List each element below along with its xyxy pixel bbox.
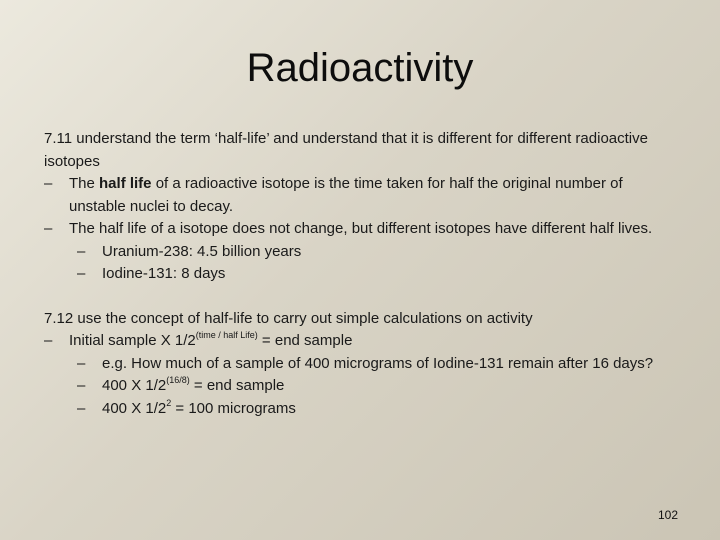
bullet-text-pre: The <box>69 175 100 192</box>
sub-bullet-text: e.g. How much of a sample of 400 micrograms of Iodine-131 remain after 16 days? <box>102 354 654 372</box>
bullet-text-post: of a radioactive isotope is the time taken for half the original number of unstable nuclei to decay. <box>69 175 623 215</box>
slide-title: Radioactivity <box>246 46 474 90</box>
calc-exponent: (16/8) <box>166 375 190 385</box>
bullet-dash: – <box>44 175 53 192</box>
formula-exponent: (time / half Life) <box>195 330 258 340</box>
bullet-half-life-constant <box>44 218 674 241</box>
sub-bullet-dash: – <box>77 354 86 372</box>
sub-bullet-text: Iodine-131: 8 days <box>102 265 226 282</box>
formula-post: = end sample <box>257 332 353 349</box>
calc-exponent: 2 <box>166 397 172 408</box>
calc-post: = end sample <box>189 377 285 394</box>
formula-pre: Initial sample X 1/2 <box>69 332 196 349</box>
sub-bullet-example-question <box>44 353 674 376</box>
section-1-heading: 7.11 understand the term ‘half-life’ and understand that it is different for different radioactive isotopes <box>44 130 648 170</box>
sub-bullet-calc-step-2 <box>44 398 674 421</box>
bullet-text: The half life of a isotope does not change, but different isotopes have different half lives. <box>69 220 653 237</box>
bullet-dash: – <box>44 332 53 349</box>
page-number: 102 <box>657 508 678 522</box>
bullet-dash: – <box>44 220 53 237</box>
sub-bullet-dash: – <box>77 399 86 417</box>
bullet-half-life-definition <box>44 173 674 218</box>
slide-content <box>44 128 674 420</box>
calc-pre: 400 X 1/2 <box>102 399 167 417</box>
sub-bullet-calc-step-1 <box>44 375 674 398</box>
sub-bullet-iodine <box>44 263 674 286</box>
sub-bullet-dash: – <box>77 242 86 260</box>
sub-bullet-uranium <box>44 241 674 264</box>
sub-bullet-dash: – <box>77 265 86 282</box>
calc-pre: 400 X 1/2 <box>102 377 167 394</box>
section-2-heading: 7.12 use the concept of half-life to carry out simple calculations on activity <box>44 309 533 327</box>
sub-bullet-dash: – <box>77 377 86 394</box>
bullet-formula <box>44 330 674 353</box>
calc-post: = 100 micrograms <box>171 399 296 417</box>
section-gap <box>44 286 674 308</box>
sub-bullet-text: Uranium-238: 4.5 billion years <box>102 242 302 260</box>
bullet-text-bold: half life <box>99 175 152 192</box>
